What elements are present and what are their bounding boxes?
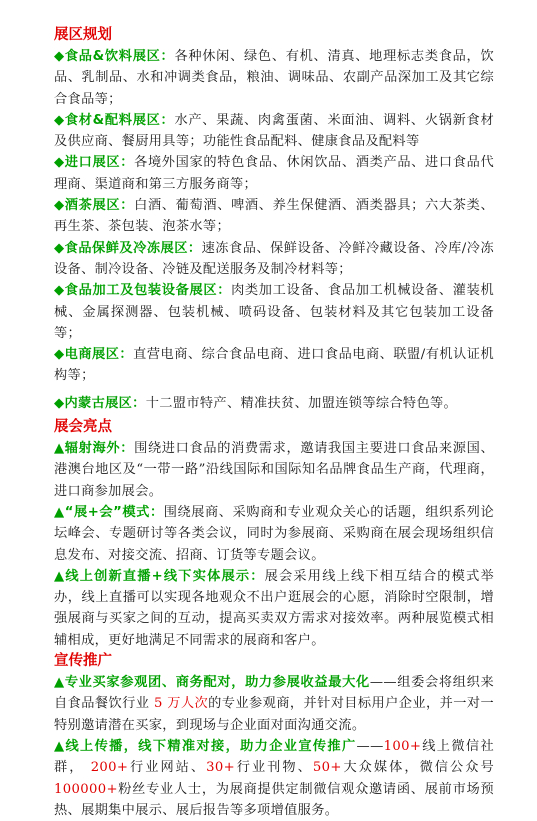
promotion-item-buyers (54, 672, 494, 736)
promotion-text: 线上微信社群， (54, 738, 494, 776)
plan-item-label: ◆食品加工及包装设备展区： (54, 283, 232, 299)
plan-item-text: 十二盟市特产、精准扶贫、加盟连锁等综合特色等。 (145, 395, 458, 411)
plan-item-text: 直营电商、综合食品电商、进口食品电商、联盟/有机认证机构等； (54, 347, 495, 384)
highlight-item-text: 围绕展商、采购商和专业观众关心的话题，组织系列论坛峰会、专题研讨等各类会议，同时为参展商、采购商在展会现场组织信息发布、对接交流、招商、订货等专题会议。 (54, 504, 494, 563)
plan-item-ingredients (54, 110, 494, 153)
highlight-item-text: 展会采用线上线下相互结合的模式举办，线上直播可以实现各地观众不出户逛展会的心愿，消除时空限制，增强展商与买家之间的互动，提高买卖双方需求对接效率。两种展览模式相辅相成，更好地满足不同需求的展商和客户。 (54, 568, 494, 648)
promotion-text: ——组委会将组织来自食品餐饮行业 (54, 675, 494, 712)
plan-item-imports (54, 152, 494, 195)
promotion-highlight-number: 5 万人次 (153, 696, 209, 712)
plan-item-food-beverage (54, 46, 494, 110)
section-title-highlights: 展会亮点 (54, 419, 112, 436)
plan-item-label: ◆食材&配料展区： (54, 112, 175, 128)
plan-item-text: 肉类加工设备、食品加工机械设备、灌装机械、金属探测器、包装机械、喷码设备、包装材料及其它包装加工设备等； (54, 283, 494, 341)
plan-item-label: ◆内蒙古展区： (54, 395, 146, 411)
plan-item-processing-packaging (54, 280, 494, 344)
promotion-item-label: ▲线上传播，线下精准对接，助力企业宣传推广 (54, 738, 357, 754)
promotion-highlight-number: 200+ (90, 760, 129, 776)
plan-item-label: ◆酒茶展区： (54, 198, 135, 214)
plan-item-ecommerce (54, 344, 494, 387)
highlight-item-overseas (54, 438, 494, 502)
highlight-item-label: ▲线上创新直播+线下实体展示： (54, 568, 265, 584)
plan-item-text: 白酒、葡萄酒、啤酒、养生保健酒、酒类器具；六大茶类、再生茶、茶包装、泡茶水等； (54, 198, 494, 235)
highlight-item-label: ▲辐射海外： (54, 441, 135, 457)
promotion-text: 行业网站、 (128, 760, 207, 776)
section-title-promotion: 宣传推广 (54, 653, 112, 670)
highlight-item-label: ▲“展+会”模式： (54, 504, 164, 520)
plan-item-label: ◆食品保鲜及冷冻展区： (54, 240, 202, 256)
plan-item-liquor-tea (54, 195, 494, 238)
plan-item-text: 各种休闲、绿色、有机、清真、地理标志类食品，饮品、乳制品、水和冲调类食品，粮油、调味品、农副产品深加工及其它综合食品等； (54, 49, 494, 107)
promotion-item-label: ▲专业买家参观团、商务配对，助力参展收益最大化 (54, 675, 370, 691)
promotion-item-media (54, 736, 494, 821)
promotion-highlight-number: 100+ (383, 738, 422, 754)
plan-item-inner-mongolia (54, 393, 494, 414)
highlight-item-online-offline (54, 566, 494, 651)
plan-item-label: ◆食品&饮料展区： (54, 49, 175, 64)
highlight-item-text: 围绕进口食品的消费需求，邀请我国主要进口食品来源国、港澳台地区及“一带一路”沿线国际和国际知名品牌食品生产商，代理商，进口商参加展会。 (54, 441, 494, 499)
section-title-exhibition-plan: 展区规划 (54, 27, 112, 43)
promotion-text: 粉丝专业人士，为展商提供定制微信观众邀请函、展前市场预热、展期集中展示、展后报告等多项增值服务。 (54, 781, 494, 818)
highlight-item-exhibition-conference (54, 502, 494, 566)
promotion-text: —— (356, 738, 384, 754)
plan-item-cold-chain (54, 238, 494, 281)
plan-item-text: 水产、果蔬、肉禽蛋菌、米面油、调料、火锅新食材及供应商、餐厨用具等；功能性食品配料、健康食品及配料等 (54, 112, 494, 150)
promotion-text: 大众媒体，微信公众号 (341, 760, 495, 776)
promotion-highlight-number: 30+ (206, 760, 236, 776)
plan-item-text: 各境外国家的特色食品、休闲饮品、酒类产品、进口食品代理商、渠道商和第三方服务商等； (54, 155, 494, 192)
promotion-highlight-number: 50+ (312, 760, 342, 776)
promotion-highlight-number: 100000+ (54, 781, 118, 797)
plan-item-label: ◆电商展区： (54, 347, 134, 363)
promotion-text: 行业刊物、 (235, 760, 313, 776)
promotion-text: 的专业参观商，并针对目标用户企业，并一对一特别邀请潜在买家，到现场与企业面对面沟通交流。 (54, 696, 494, 733)
plan-item-text: 速冻食品、保鲜设备、冷鲜冷藏设备、冷库/冷冻设备、制冷设备、冷链及配送服务及制冷材料等； (54, 240, 494, 277)
plan-item-label: ◆进口展区： (54, 155, 135, 171)
